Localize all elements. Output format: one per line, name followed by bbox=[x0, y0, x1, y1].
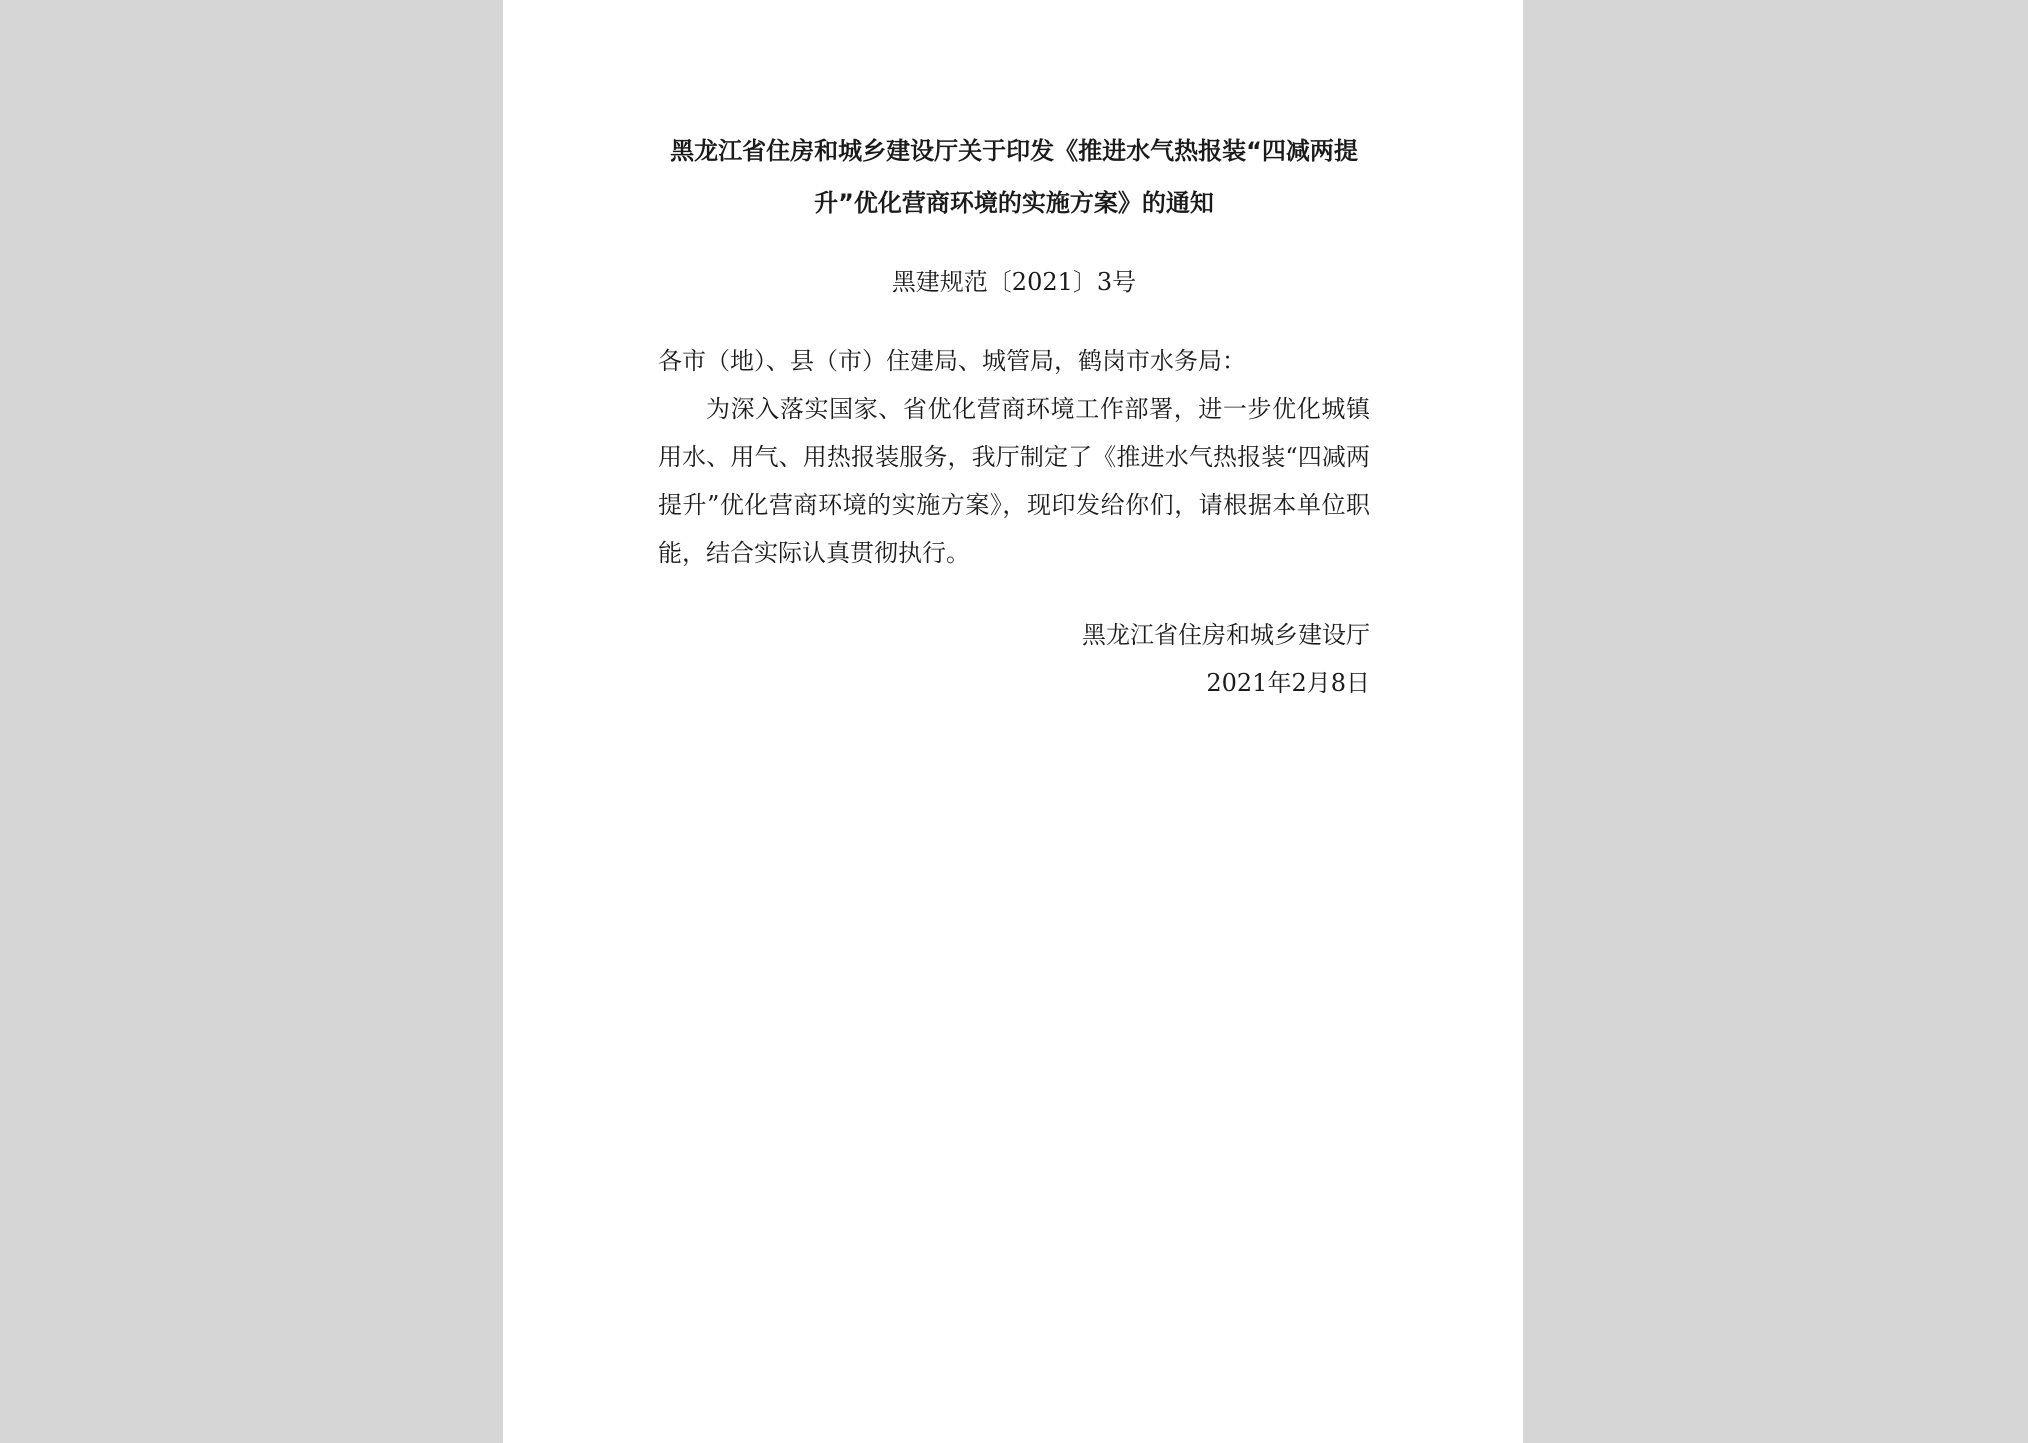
addressee: 各市（地）、县（市）住建局、城管局，鹤岗市水务局： bbox=[658, 347, 1246, 375]
document-content bbox=[658, 125, 1370, 707]
document-number: 黑建规范〔2021〕3号 bbox=[891, 268, 1137, 296]
issuer-name: 黑龙江省住房和城乡建设厅 bbox=[1082, 621, 1370, 649]
body-paragraph: 为深入落实国家、省优化营商环境工作部署，进一步优化城镇用水、用气、用热报装服务，我厅制定了《推进水气热报装“四减两提升”优化营商环境的实施方案》，现印发给你们，请根据本单位职能，结合实际认真贯彻执行。 bbox=[658, 395, 1370, 567]
signature-block bbox=[658, 611, 1370, 707]
document-title: 黑龙江省住房和城乡建设厅关于印发《推进水气热报装“四减两提升”优化营商环境的实施方案》的通知 bbox=[670, 137, 1358, 217]
issue-date: 2021年2月8日 bbox=[1206, 669, 1370, 697]
document-page bbox=[503, 0, 1523, 1443]
